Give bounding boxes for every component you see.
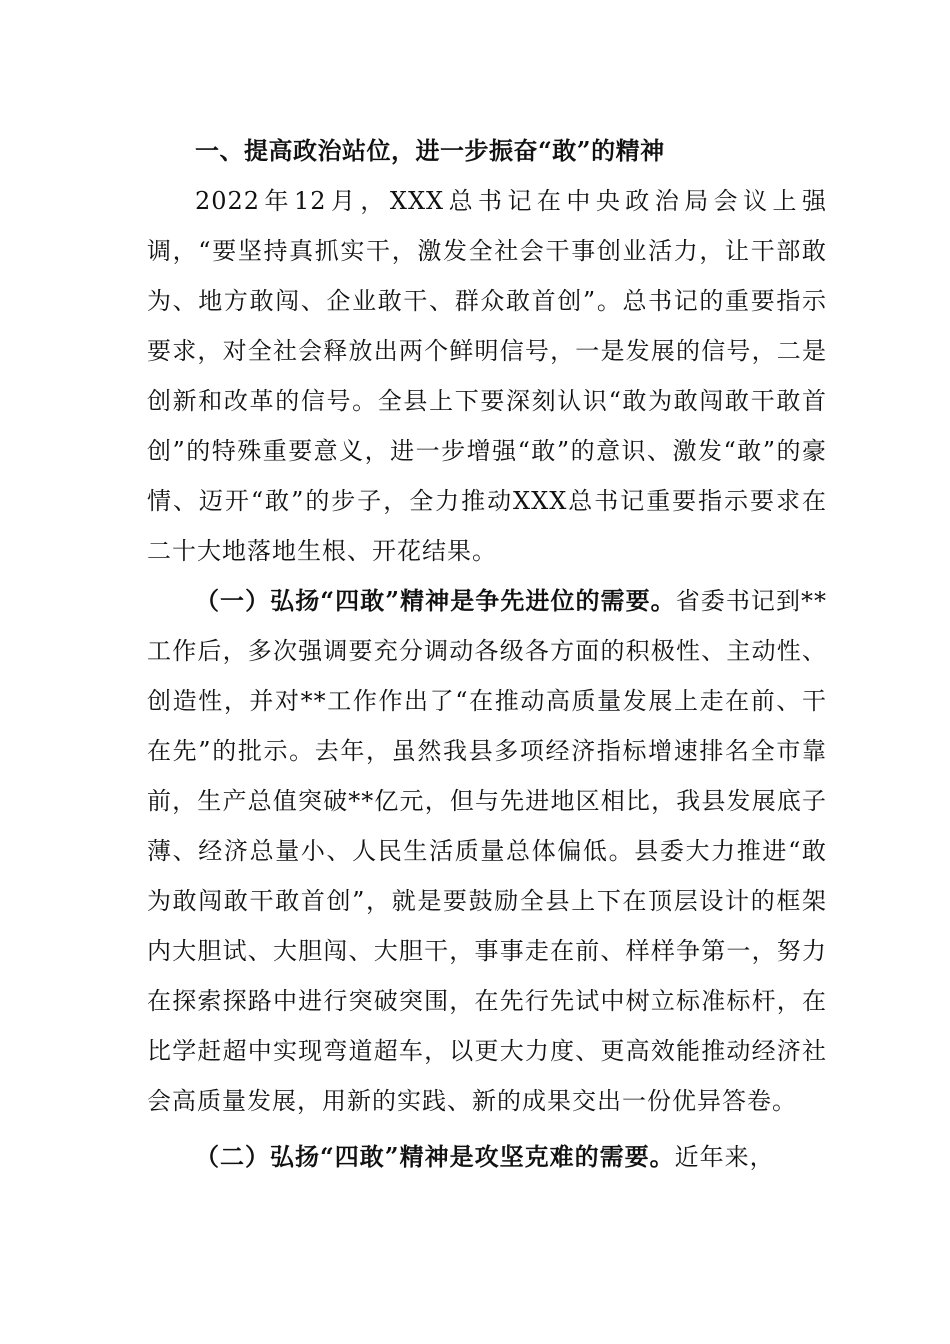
subsection-1-text: 省委书记到**工作后，多次强调要充分调动各级各方面的积极性、主动性、创造性，并对**工作作出了“在推动高质量发展上走在前、干在先”的批示。去年，虽然我县多项经济指标增速排名全市靠前，生产总值突破**亿元，但与先进地区相比，我县发展底子薄、经济总量小、人民生活质量总体偏低。县委大力推进“敢为敢闯敢干敢首创”，就是要鼓励全县上下在顶层设计的框架内大胆试、大胆闯、大胆干，事事走在前、样样争第一，努力在探索探路中进行突破突围，在先行先试中树立标准标杆，在比学赶超中实现弯道超车，以更大力度、更高效能推动经济社会高质量发展，用新的实践、新的成果交出一份优异答卷。 <box>147 587 828 1115</box>
subsection-2-text: 近年来， <box>674 1143 775 1171</box>
subsection-2 <box>147 1132 827 1182</box>
paragraph-intro: 2022年12月，XXX总书记在中央政治局会议上强调，“要坚持真抓实干，激发全社会干事创业活力，让干部敢为、地方敢闯、企业敢干、群众敢首创”。总书记的重要指示要求，对全社会释放出两个鲜明信号，一是发展的信号，二是创新和改革的信号。全县上下要深刻认识“敢为敢闯敢干敢首创”的特殊重要意义，进一步增强“敢”的意识、激发“敢”的豪情、迈开“敢”的步子，全力推动XXX总书记重要指示要求在二十大地落地生根、开花结果。 <box>147 187 827 565</box>
subsection-1 <box>147 576 827 1126</box>
document-page <box>147 126 827 1182</box>
subsection-1-title: （一）弘扬“四敢”精神是争先进位的需要。 <box>195 586 676 615</box>
section-heading: 一、提高政治站位，进一步振奋“敢”的精神 <box>195 136 665 165</box>
subsection-2-title: （二）弘扬“四敢”精神是攻坚克难的需要。 <box>195 1142 675 1171</box>
